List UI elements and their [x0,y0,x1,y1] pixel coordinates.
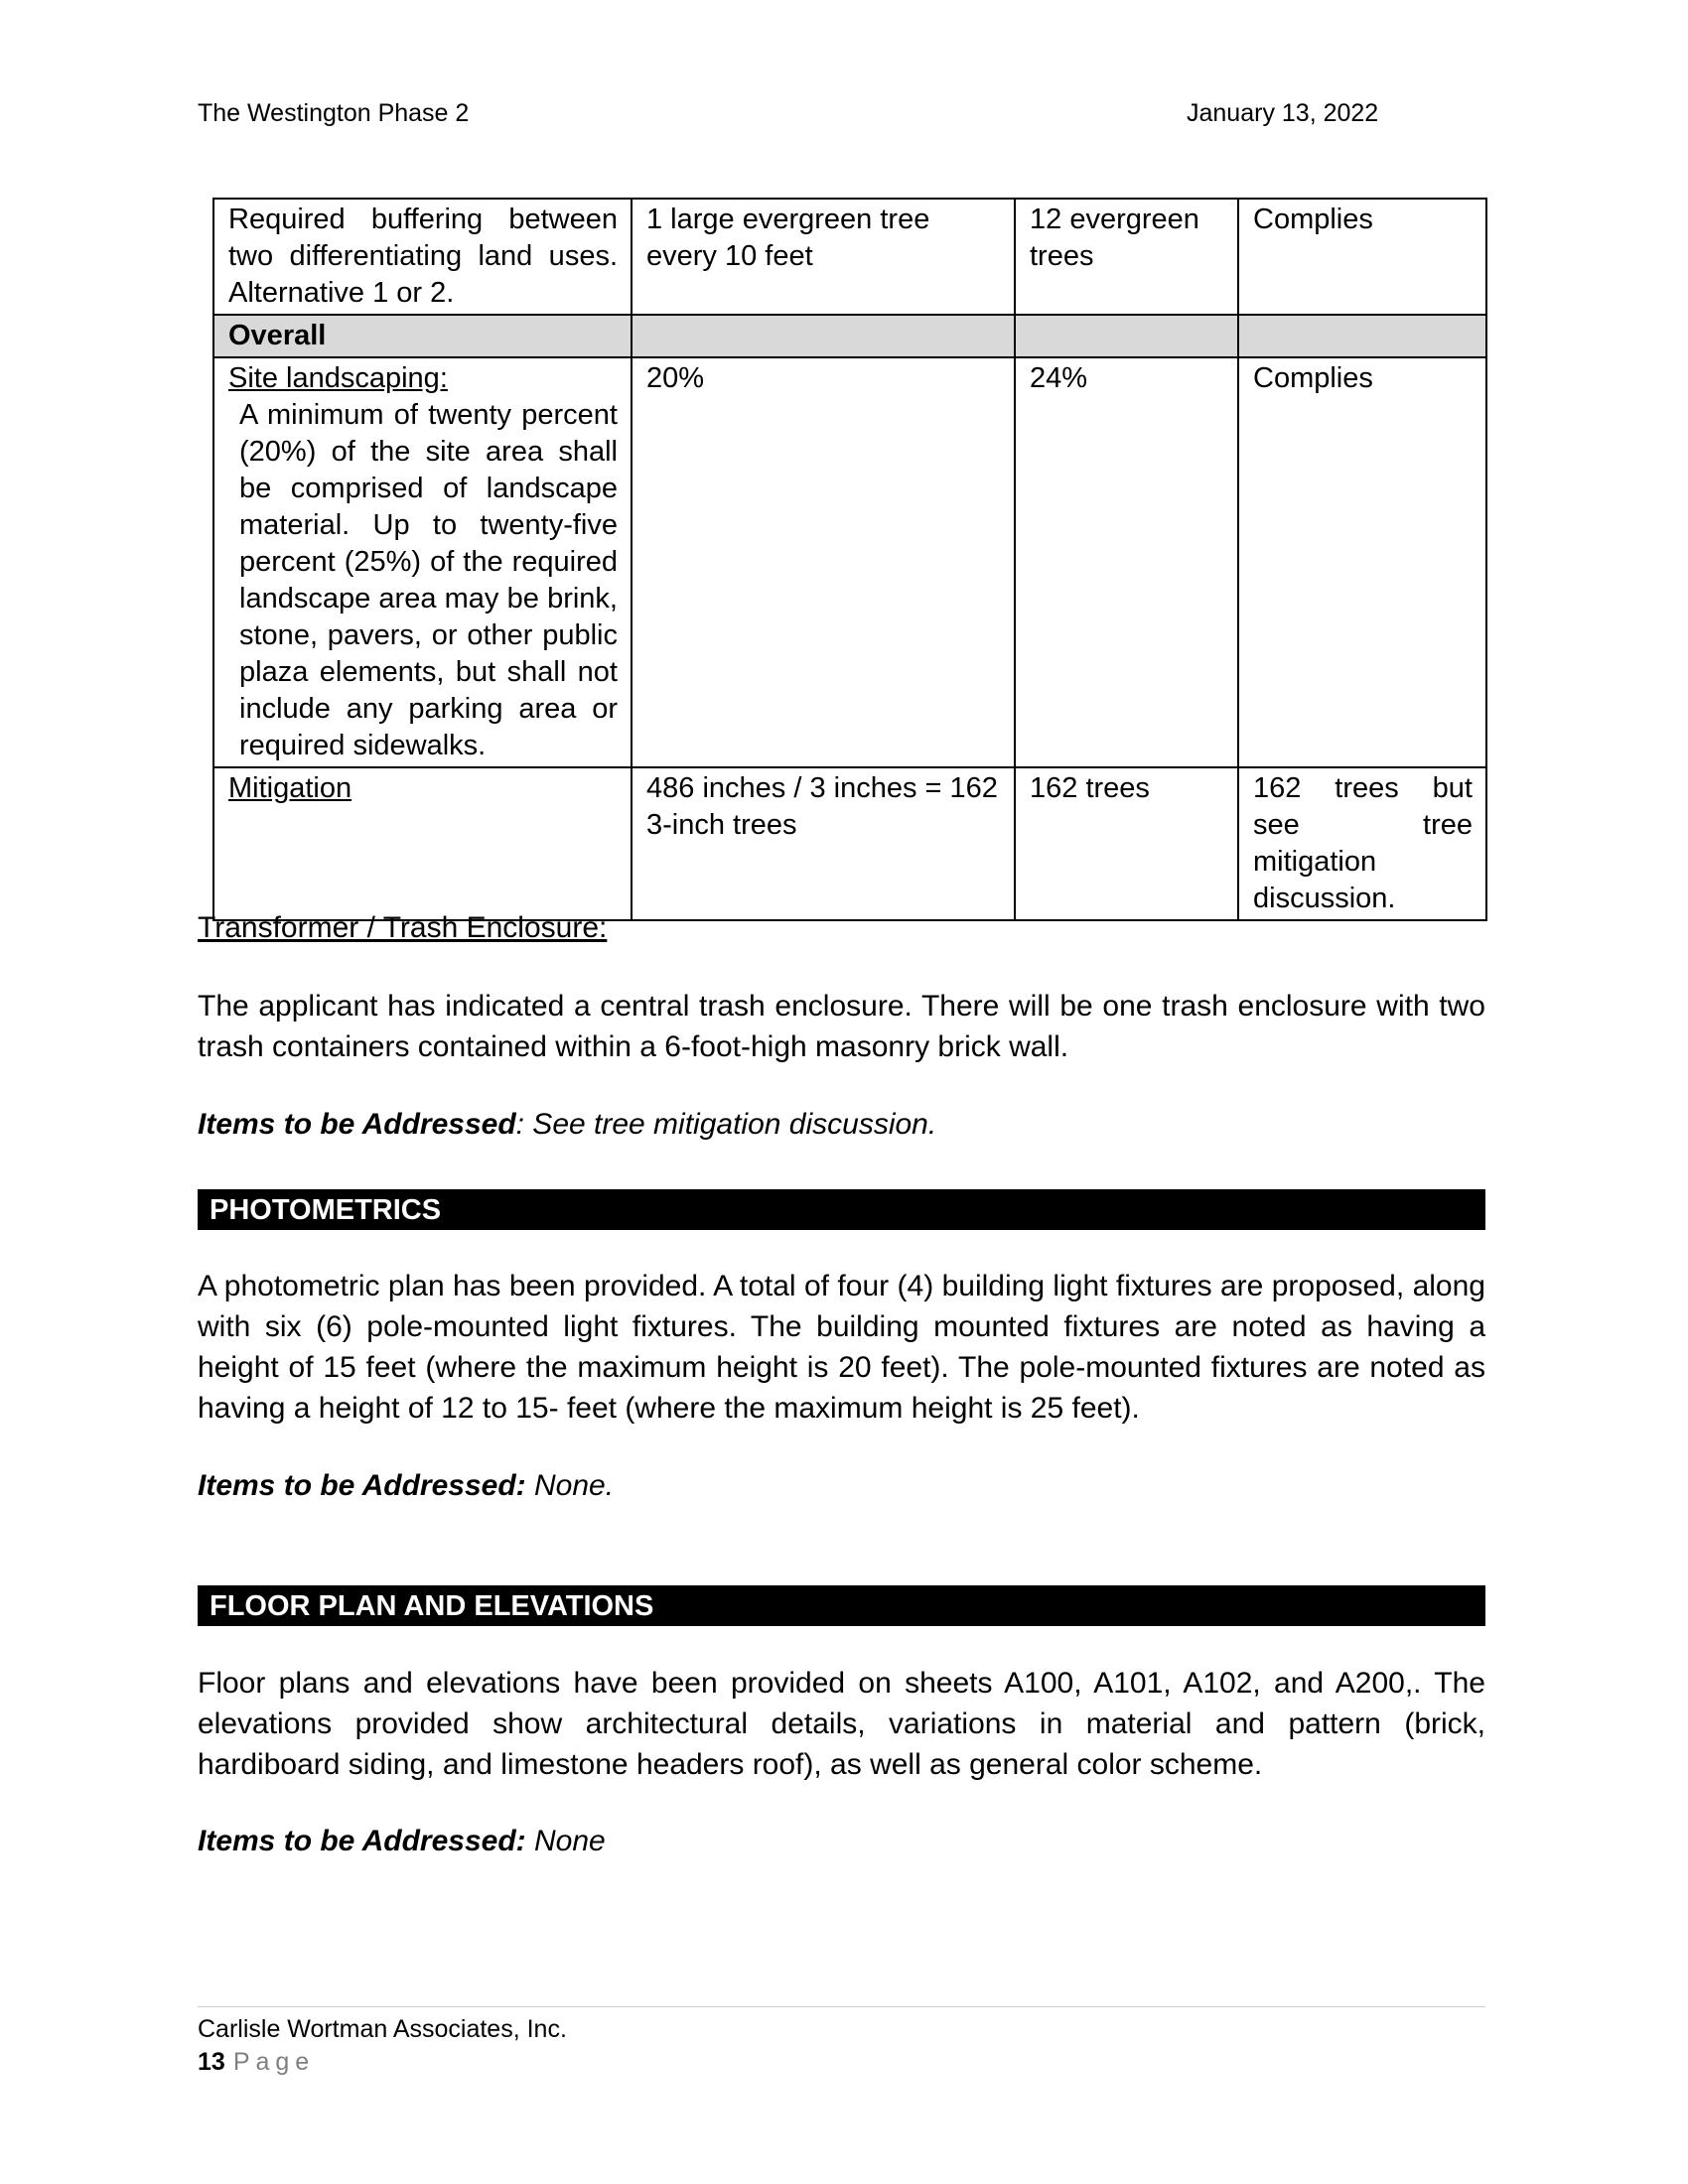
table-cell-requirement [213,357,632,767]
photometrics-section-bar: PHOTOMETRICS [198,1189,1485,1230]
table-cell-provided: 24% [1015,357,1238,767]
table-cell-empty [632,315,1015,357]
items-text: None [525,1825,606,1857]
landscape-requirements-table [212,198,1487,921]
items-label: Items to be Addressed [198,1108,516,1141]
transformer-items-to-address [198,1108,936,1142]
header-date: January 13, 2022 [1187,99,1379,127]
table-cell-requirement [213,767,632,920]
table-row [213,357,1486,767]
items-text: : See tree mitigation discussion. [515,1108,937,1141]
items-text: None. [525,1469,615,1502]
floorplan-items-to-address [198,1825,606,1858]
table-cell-provided: 162 trees [1015,767,1238,920]
table-row [213,767,1486,920]
table-cell-empty [1238,315,1486,357]
photometrics-items-to-address [198,1469,614,1503]
requirement-description: A minimum of twenty percent (20%) of the site area shall be comprised of landscape material. Up to twenty-five percent (25%) of the required landscape area may be brink, stone, pavers, or other public plaza elements, but shall not include any parking area or required sidewalks. [239,399,618,761]
photometrics-paragraph: A photometric plan has been provided. A total of four (4) building light fixtures are proposed, along with six (6) pole-mounted light fixtures. The building mounted fixtures are noted as having a height of 15 feet (where the maximum height is 20 feet). The pole-mounted fixtures are noted as having a height of 12 to 15- feet (where the maximum height is 25 feet). [198,1270,1485,1425]
requirement-title: Mitigation [228,772,352,804]
table-cell-status: Complies [1238,199,1486,315]
table-cell-requirement: Required buffering between two differentiating land uses. Alternative 1 or 2. [213,199,632,315]
table-cell-empty [1015,315,1238,357]
table-cell-required: 1 large evergreen tree every 10 feet [632,199,1015,315]
table-cell-provided: 12 evergreen trees [1015,199,1238,315]
page-word: Page [232,2048,316,2076]
transformer-paragraph: The applicant has indicated a central trash enclosure. There will be one trash enclosure with two trash containers contained within a 6-foot-high masonry brick wall. [198,990,1485,1063]
footer-company: Carlisle Wortman Associates, Inc. [198,2015,567,2043]
page-number: 13 [198,2048,225,2076]
transformer-heading: Transformer / Trash Enclosure: [198,911,608,944]
table-cell-status: Complies [1238,357,1486,767]
floorplan-paragraph: Floor plans and elevations have been provided on sheets A100, A101, A102, and A200,. The elevations provided show architectural details, variations in material and pattern (brick, hardiboard siding, and limestone headers roof), as well as general color scheme. [198,1667,1485,1781]
floorplan-section-bar: FLOOR PLAN AND ELEVATIONS [198,1585,1485,1626]
items-label: Items to be Addressed: [198,1469,526,1502]
footer-page-number [198,2048,315,2077]
header-document-title: The Westington Phase 2 [198,99,470,127]
table-section-label: Overall [213,315,632,357]
table-row [213,199,1486,315]
requirement-title: Site landscaping: [228,362,448,394]
table-cell-required: 20% [632,357,1015,767]
items-label: Items to be Addressed: [198,1825,526,1857]
footer-divider [198,2006,1485,2007]
table-cell-required: 486 inches / 3 inches = 162 3-inch trees [632,767,1015,920]
table-section-row [213,315,1486,357]
table-cell-status: 162 trees but see tree mitigation discussion. [1238,767,1486,920]
